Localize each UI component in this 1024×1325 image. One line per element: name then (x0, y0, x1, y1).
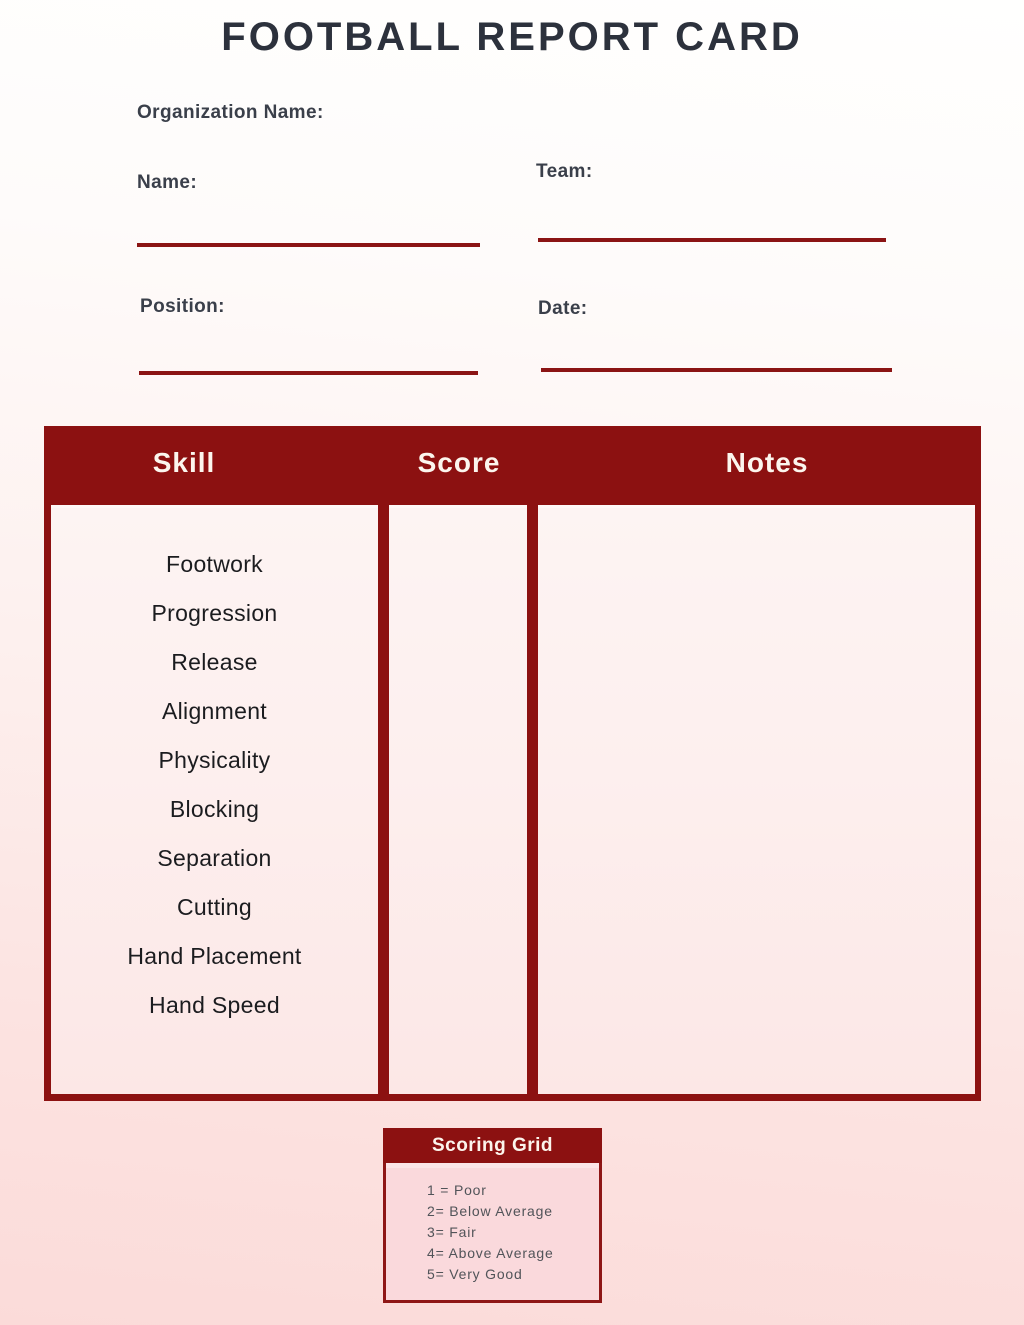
column-header-skill: Skill (152, 447, 216, 478)
notes-column-cell[interactable] (538, 505, 975, 1094)
scoring-grid-entry: 1 = Poor (427, 1182, 487, 1198)
name-input-line[interactable] (137, 243, 480, 247)
skill-item: Hand Placement (127, 943, 302, 969)
name-label: Name: (137, 172, 198, 193)
table-header-row (44, 426, 981, 500)
skill-list (51, 508, 378, 1030)
date-input-line[interactable] (541, 368, 892, 372)
skill-item: Alignment (162, 698, 267, 724)
score-column-cell[interactable] (389, 505, 527, 1094)
skill-item: Hand Speed (149, 992, 280, 1018)
scoring-grid-entry: 4= Above Average (427, 1245, 554, 1261)
position-label: Position: (140, 296, 225, 317)
column-header-notes: Notes (725, 447, 809, 478)
scoring-grid-legend (383, 1163, 602, 1303)
skill-item: Physicality (158, 747, 271, 773)
skill-item: Separation (157, 845, 272, 871)
scoring-grid-box (383, 1128, 602, 1303)
scoring-grid-title: Scoring Grid (383, 1128, 602, 1163)
page-title: FOOTBALL REPORT CARD (221, 15, 803, 59)
skill-column-cell (51, 505, 378, 1094)
date-label: Date: (538, 298, 588, 319)
scoring-grid-entry: 2= Below Average (427, 1203, 553, 1219)
organization-name-label: Organization Name: (137, 102, 324, 123)
scoring-grid-entry: 3= Fair (427, 1224, 477, 1240)
table-body (51, 505, 975, 1094)
skill-item: Cutting (177, 894, 252, 920)
skill-item: Blocking (169, 796, 260, 822)
scoring-grid-entry: 5= Very Good (427, 1266, 523, 1282)
skill-item: Progression (151, 600, 278, 626)
column-header-score: Score (417, 447, 501, 478)
skills-table (44, 426, 981, 1101)
position-input-line[interactable] (139, 371, 478, 375)
skill-item: Release (171, 649, 258, 675)
skill-item: Footwork (166, 551, 263, 577)
team-input-line[interactable] (538, 238, 886, 242)
team-label: Team: (536, 161, 593, 182)
